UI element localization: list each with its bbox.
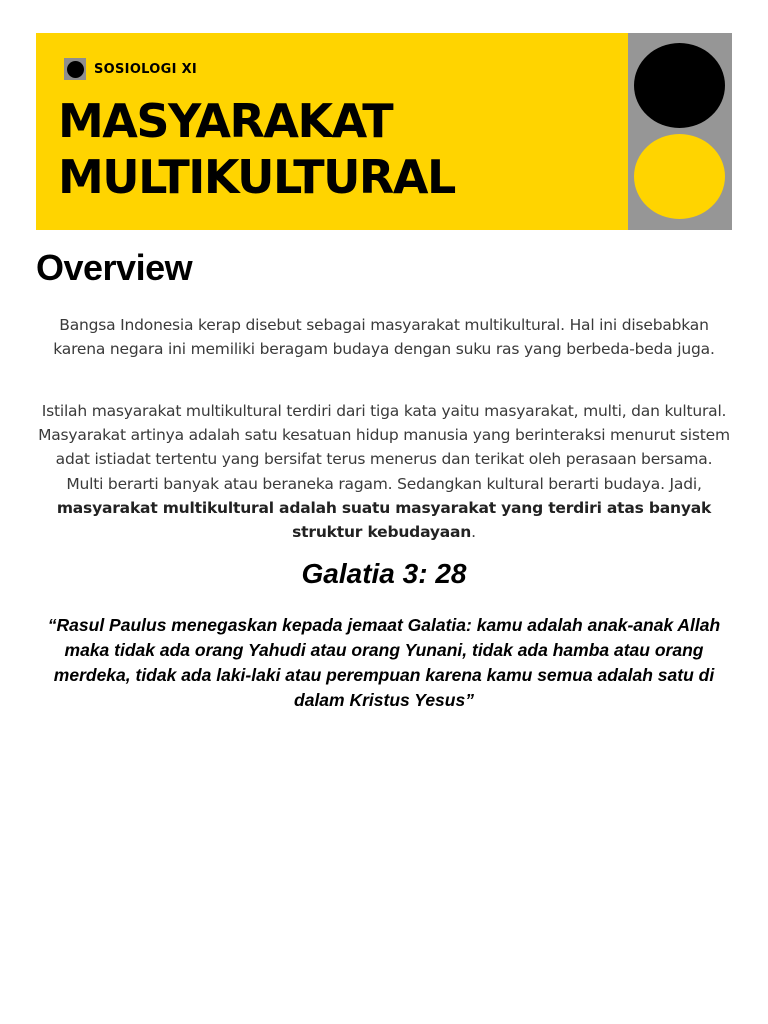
paragraph-2-text: Istilah masyarakat multikultural terdiri dari tiga kata yaitu masyarakat, multi, dan kultural. Masyarakat artinya adalah satu kesatuan hidup manusia yang berinteraksi menurut sistem adat istiadat tertentu yang bersifat terus menerus dan terikat oleh perasaan bersama. Multi berarti banyak atau beraneka ragam. Sedangkan kultural berarti budaya. Jadi, [38,402,730,493]
circle-bullet-icon [64,58,86,80]
page-title-line-1: MASYARAKAT [58,94,393,148]
yellow-circle-icon [634,134,725,219]
subject-tag-label: SOSIOLOGI XI [94,61,198,77]
decorative-side-panel [628,33,732,230]
overview-paragraph-2 [36,399,732,544]
overview-paragraph-1: Bangsa Indonesia kerap disebut sebagai masyarakat multikultural. Hal ini disebabkan karena negara ini memiliki beragam budaya dengan suku ras yang berbeda-beda juga. [53,316,715,359]
title-banner [36,33,628,230]
paragraph-2-end: . [471,523,476,542]
page-title [58,93,455,205]
overview-heading: Overview [36,247,193,288]
subject-tag [64,58,197,80]
verse-title: Galatia 3: 28 [301,558,467,589]
definition-highlight: masyarakat multikultural adalah suatu masyarakat yang terdiri atas banyak struktur kebudayaan [56,498,712,542]
black-circle-icon [634,43,725,128]
verse-quote: “Rasul Paulus menegaskan kepada jemaat Galatia: kamu adalah anak-anak Allah maka tidak ada orang Yahudi atau orang Yunani, tidak ada hamba atau orang merdeka, tidak ada laki-laki atau perempuan karena kamu semua adalah satu di dalam Kristus Yesus” [47,615,721,710]
page-title-line-2: MULTIKULTURAL [58,150,455,204]
